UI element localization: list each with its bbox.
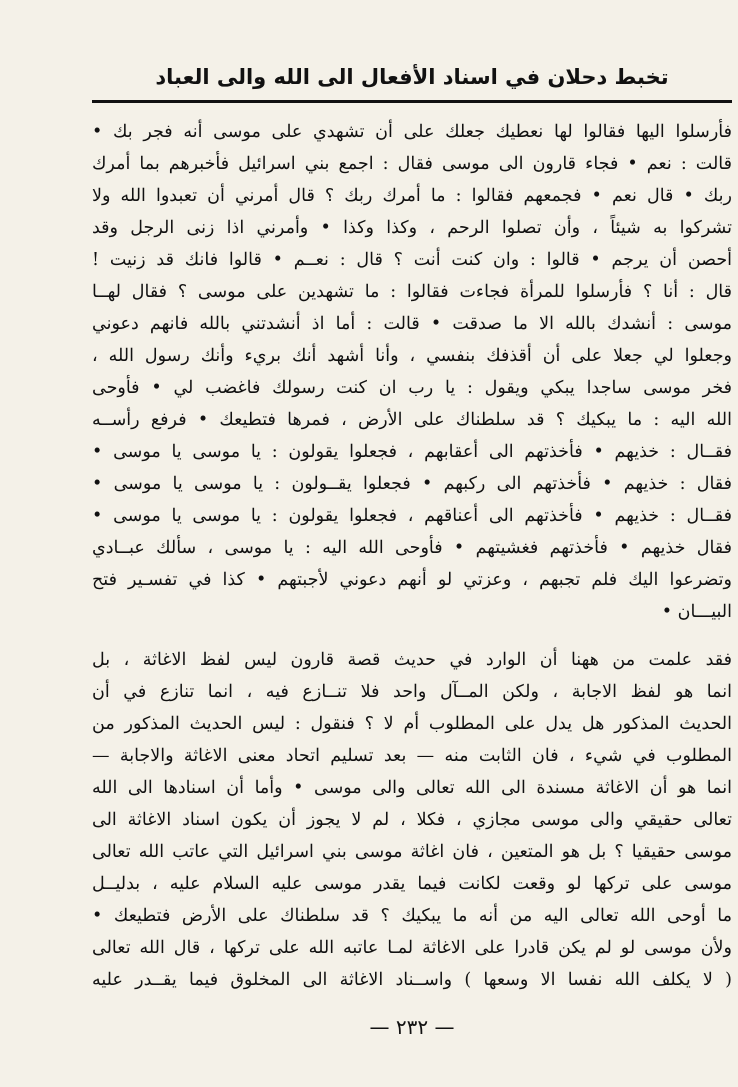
text-line: الحديث المذكور هل يدل على المطلوب أم لا ؟ فنقول : ليس الحديث المذكور من [92,714,732,734]
text-line: أحصن أن يرجم • قالوا : وان كنت أنت ؟ قال : نعــم • قالوا فانك قد زنيت ! [92,250,732,270]
text-line: انما هو لفظ الاجابة ، ولكن المــآل واحد فلا تنــازع فيه ، انما تنازع في أن [92,682,732,702]
text-line: قالت : نعم • فجاء قارون الى موسى فقال : اجمع بني اسرائيل فأخبرهم بما أمرك [92,154,732,174]
text-line: موسى : أنشدك بالله الا ما صدقت • قالت : أما اذ أنشدتني بالله فانهم دعوني [92,314,732,334]
text-line: وجعلوا لي جعلا على أن أقذفك بنفسي ، وأنا أشهد أنك بريء وأنك رسول الله ، [92,346,732,366]
text-line: موسى حقيقيا ؟ بل هو المتعين ، فان اغاثة موسى بني اسرائيل التي عاتب الله تعالى [92,842,732,862]
text-line: قال : أنا ؟ فأرسلوا للمرأة فجاءت فقالوا : ما تشهدين على موسى ؟ فقال لهــا [92,282,732,302]
text-line: فقد علمت من ههنا أن الوارد في حديث قصة قارون ليس لفظ الاغاثة ، بل [92,650,732,670]
text-line: ولأن موسى لو لم يكن قادرا على الاغاثة لمـا عاتبه الله على تركها ، قال الله تعالى [92,938,732,958]
text-line: المطلوب في شيء ، فان الثابت منه — بعد تسليم اتحاد معنى الاغاثة والاجابة — [92,746,732,766]
text-line: تعالى حقيقي والى موسى مجازي ، فكلا ، لم لا يجوز أن يكون اسناد الاغاثة الى [92,810,732,830]
text-line: فخر موسى ساجدا يبكي ويقول : يا رب ان كنت رسولك فاغضب لي • فأوحى [92,378,732,398]
text-line: البيـــان • [661,602,732,622]
text-line: موسى على تركها لو وقعت لكانت فيما يقدر موسى عليه السلام عليه ، بدليــل [92,874,732,894]
text-line: انما هو أن الاغاثة مسندة الى الله تعالى والى موسى • وأما أن اسنادها الى الله [92,778,732,798]
text-line: ما أوحى الله تعالى اليه من أنه ما يبكيك ؟ قد سلطناك على الأرض فتطيعك • [92,906,732,926]
page-number: — ٢٣٢ — [369,1015,455,1039]
text-line: ( لا يكلف الله نفسا الا وسعها ) واســناد الاغاثة الى المخلوق فيما يقــدر عليه [92,970,732,990]
header-rule [92,100,732,103]
text-line: فأرسلوا اليها فقالوا لها نعطيك جعلك على أن تشهدي على موسى أنه فجر بك • [92,122,732,142]
text-line: فقال : خذيهم • فأخذتهم الى ركبهم • فجعلوا يقــولون : يا موسى يا موسى • [92,474,732,494]
text-line: الله اليه : ما يبكيك ؟ قد سلطناك على الأرض ، فمرها فتطيعك • فرفع رأســه [92,410,732,430]
text-line: فقال خذيهم • فأخذتهم فغشيتهم • فأوحى الله اليه : يا موسى ، سألك عبــادي [92,538,732,558]
paragraph-2 [92,644,732,996]
text-line: فقــال : خذيهم • فأخذتهم الى أعقابهم ، فجعلوا يقولون : يا موسى يا موسى • [92,442,732,462]
text-line: وتضرعوا اليك فلم تجبهم ، وعزتي لو أنهم دعوني لأجبتهم • كذا في تفسـير فتح [92,570,732,590]
running-head: تخبط دحلان في اسناد الأفعال الى الله والى العباد [155,65,669,89]
text-line: تشركوا به شيئاً ، وأن تصلوا الرحم ، وكذا وكذا • وأمرني اذا زنى الرجل وقد [92,218,732,238]
text-line: ربك • قال نعم • فجمعهم فقالوا : ما أمرك ربك ؟ قال أمرني أن تعبدوا الله ولا [92,186,732,206]
paragraph-1 [92,116,732,628]
text-line: فقــال : خذيهم • فأخذتهم الى أعناقهم ، فجعلوا يقولون : يا موسى يا موسى • [92,506,732,526]
